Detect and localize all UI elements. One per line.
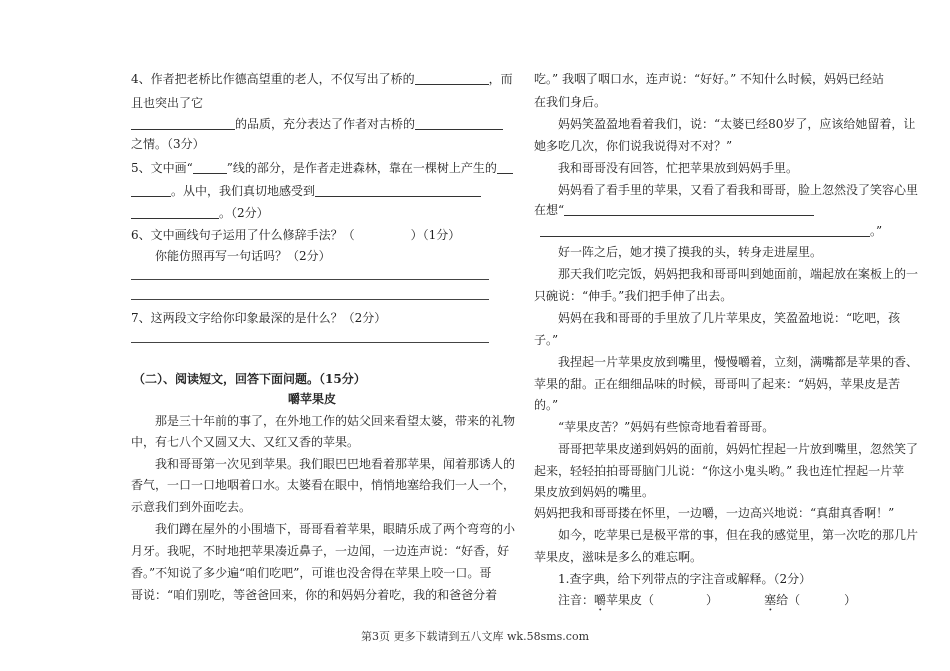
q4-line-1: 4、作者把老桥比作德高望重的老人，不仅写出了桥的 ，而 [131, 72, 513, 86]
q5-line-2: 。从中，我们真切地感受到 [131, 184, 481, 198]
paragraph-line: 吃。” 我咽了咽口水，连声说：“好好。” 不知什么时候，妈妈已经站 [534, 72, 885, 86]
paragraph-line: 妈妈把我和哥哥搂在怀里，一边嚼，一边高兴地说：“真甜真香啊！” [534, 506, 895, 520]
paragraph-line: 子。” [534, 333, 559, 347]
paragraph-line: 妈妈看了看手里的苹果，又看了看我和哥哥，脸上忽然没了笑容心里 [558, 183, 919, 197]
q5-line-1: 5、文中画“ ”线的部分，是作者走进森林，靠在一棵树上产生的 [131, 161, 513, 175]
paragraph-line: 妈妈笑盈盈地看着我们，说：“太婆已经80岁了，应该给她留着，让 [558, 117, 916, 131]
paragraph-line: 香气，一口一口地咽着口水。太婆看在眼中，悄悄地塞给我们一人一个， [131, 478, 516, 492]
paragraph-line: 只碗说：“伸手。”我们把手伸了出去。 [534, 289, 733, 303]
q4-line-3: 的品质，充分表达了作者对古桥的 [131, 117, 503, 131]
answer-line [131, 299, 489, 300]
paragraph-line: 我捏起一片苹果皮放到嘴里，慢慢嚼着，立刻，满嘴都是苹果的香、 [558, 355, 919, 369]
paragraph-line: 我们蹲在屋外的小围墙下，哥哥看着苹果，眼睛乐成了两个弯弯的小 [155, 522, 516, 536]
paragraph-line: 我和哥哥没有回答，忙把苹果放到妈妈手里。 [558, 161, 799, 175]
paragraph-line: 在我们身后。 [534, 95, 607, 109]
q1-pinyin-row: 注音：嚼苹果皮（ ） 塞给（ ） [558, 593, 857, 607]
paragraph-line: 哥说：“咱们别吃，等爸爸回来，你的和妈妈分着吃，我的和爸爸分着 [131, 588, 498, 602]
paragraph-line: 那天我们吃完饭，妈妈把我和哥哥叫到她面前，端起放在案板上的一 [558, 267, 919, 281]
paragraph-line: 果皮放到妈妈的嘴里。 [534, 485, 655, 499]
paragraph-line: 她多吃几次，你们说我说得对不对？” [534, 139, 733, 153]
paragraph-line: 。” [540, 224, 882, 238]
paragraph-line: 香。”不知说了多少遍“咱们吃吧”，可谁也没舍得在苹果上咬一口。哥 [131, 566, 492, 580]
answer-line [131, 279, 489, 280]
paragraph-line: 我和哥哥第一次见到苹果。我们眼巴巴地看着那苹果，闻着那诱人的 [155, 457, 516, 471]
q6-line-2: 你能仿照再写一句话吗？（2分） [155, 249, 331, 263]
paragraph-line: 那是三十年前的事了，在外地工作的姑父回来看望太婆，带来的礼物 [155, 414, 516, 428]
paragraph-line: 妈妈在我和哥哥的手里放了几片苹果皮，笑盈盈地说：“吃吧，孩 [558, 311, 901, 325]
paragraph-line: 好一阵之后，她才摸了摸我的头，转身走进屋里。 [558, 245, 823, 259]
q5-line-3: 。（2分） [131, 206, 269, 220]
story-title: 嚼苹果皮 [287, 392, 336, 406]
page-footer: 第3页 更多下载请到五八文库 wk.58sms.com [361, 630, 589, 643]
paragraph-line: 在想“ [534, 203, 814, 217]
q4-line-2: 且也突出了它 [131, 96, 204, 110]
q1-title: 1.查字典，给下列带点的字注音或解释。（2分） [558, 572, 812, 586]
paragraph-line: 苹果的甜。正在细细品味的时候，哥哥叫了起来：“妈妈，苹果皮是苦 [534, 377, 901, 391]
paragraph-line: 示意我们到外面吃去。 [131, 500, 252, 514]
paragraph-line: 哥哥把苹果皮递到妈妈的面前，妈妈忙捏起一片放到嘴里，忽然笑了 [558, 442, 919, 456]
section2-heading: （二）、阅读短文，回答下面问题。（15分） [133, 372, 366, 386]
paragraph-line: 如今，吃苹果已是极平常的事，但在我的感觉里，第一次吃的那几片 [558, 528, 919, 542]
paragraph-line: 中，有七八个又圆又大、又红又香的苹果。 [131, 435, 360, 449]
answer-line [131, 342, 489, 343]
dotted-char: 嚼 [594, 593, 607, 607]
dotted-char: 塞 [764, 593, 777, 607]
paragraph-line: 起来，轻轻拍拍哥哥脑门儿说：“你这小鬼头哟。” 我也连忙捏起一片苹 [534, 464, 905, 478]
paragraph-line: 苹果皮，滋味是多么的难忘啊。 [534, 550, 703, 564]
q6-line-1: 6、文中画线句子运用了什么修辞手法？（ ）（1分） [131, 228, 461, 242]
q7-line: 7、这两段文字给你印象最深的是什么？（2分） [131, 311, 387, 325]
paragraph-line: 的。” [534, 398, 559, 412]
paragraph-line: “苹果皮苦？”妈妈有些惊奇地看着哥哥。 [558, 420, 775, 434]
paragraph-line: 月牙。我呢，不时地把苹果凑近鼻子，一边闻，一边连声说：“好香，好 [131, 544, 510, 558]
q4-line-4: 之情。（3分） [131, 137, 205, 151]
